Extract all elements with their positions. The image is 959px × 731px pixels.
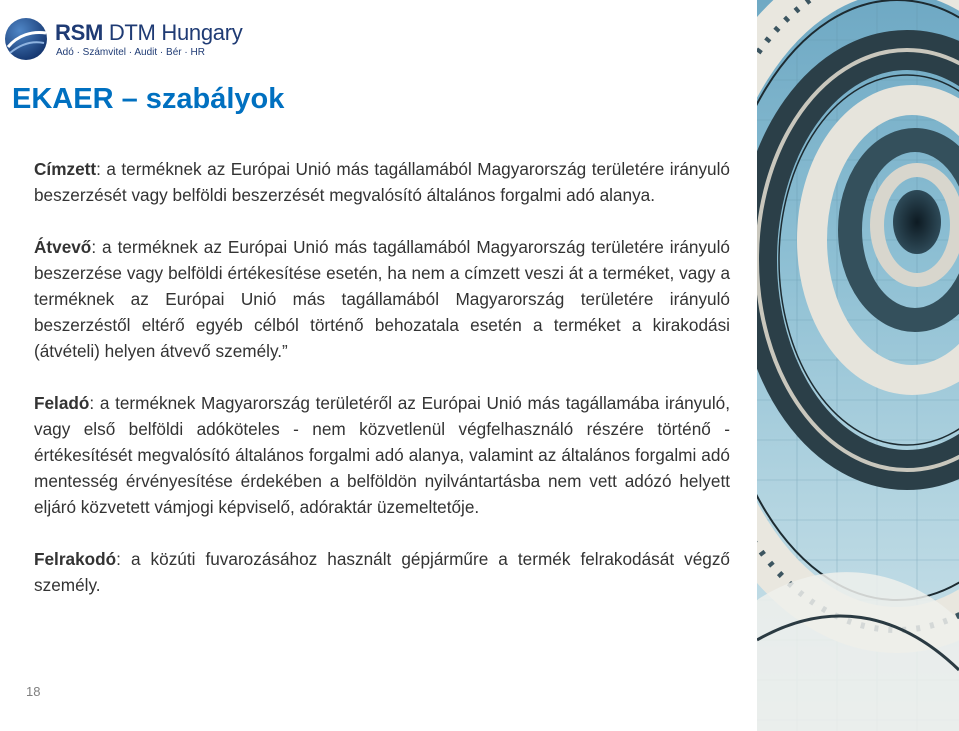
company-logo (4, 14, 243, 64)
definition-text: : a terméknek az Európai Unió más tagállamából Magyarország területére irányuló beszerzését vagy belföldi beszerzését megvalósító általános forgalmi adó alanya. (34, 159, 730, 205)
definition-felrakodo (34, 546, 730, 598)
definition-text: : a terméknek az Európai Unió más tagállamából Magyarország területére irányuló beszerzése vagy belföldi értékesítése esetén, ha nem a címzett veszi át a terméket, vagy a terméknek az Európai Unió más tagállamából Magyarország területére irányuló beszerzéstől eltérő egyéb célból történő behozatala esetén a terméket a kirakodási (átvételi) helyen átvevő személy.” (34, 237, 730, 361)
logo-name: RSM DTM Hungary (55, 20, 243, 45)
page-number: 18 (26, 684, 41, 699)
rsm-globe-icon (4, 17, 48, 61)
definition-felado (34, 390, 730, 520)
definition-atvevo (34, 234, 730, 364)
definitions-body (34, 156, 730, 624)
definition-text: : a terméknek Magyarország területéről az Európai Unió más tagállamába irányuló, vagy első belföldi adóköteles - nem közvetlenül végfelhasználó részére történő - értékesítését megvalósító általános forgalmi adó alanya, valamint az általános forgalmi adó mentesség érvényesítése érdekében a belföldön nyilvántartásba nem vett adózó helyett eljáró közvetett vámjogi képviselő, adóraktár üzemeltetője. (34, 393, 730, 517)
definition-term: Átvevő (34, 237, 92, 257)
definition-term: Feladó (34, 393, 90, 413)
definition-text: : a közúti fuvarozásához használt gépjárműre a termék felrakodását végző személy. (34, 549, 730, 595)
spiral-staircase-image (757, 0, 959, 731)
definition-cimzett (34, 156, 730, 208)
spiral-staircase-photo (757, 0, 959, 731)
definition-term: Felrakodó (34, 549, 117, 569)
logo-tagline: Adó · Számvitel · Audit · Bér · HR (56, 47, 205, 58)
slide-title: EKAER – szabályok (12, 83, 285, 115)
definition-term: Címzett (34, 159, 97, 179)
